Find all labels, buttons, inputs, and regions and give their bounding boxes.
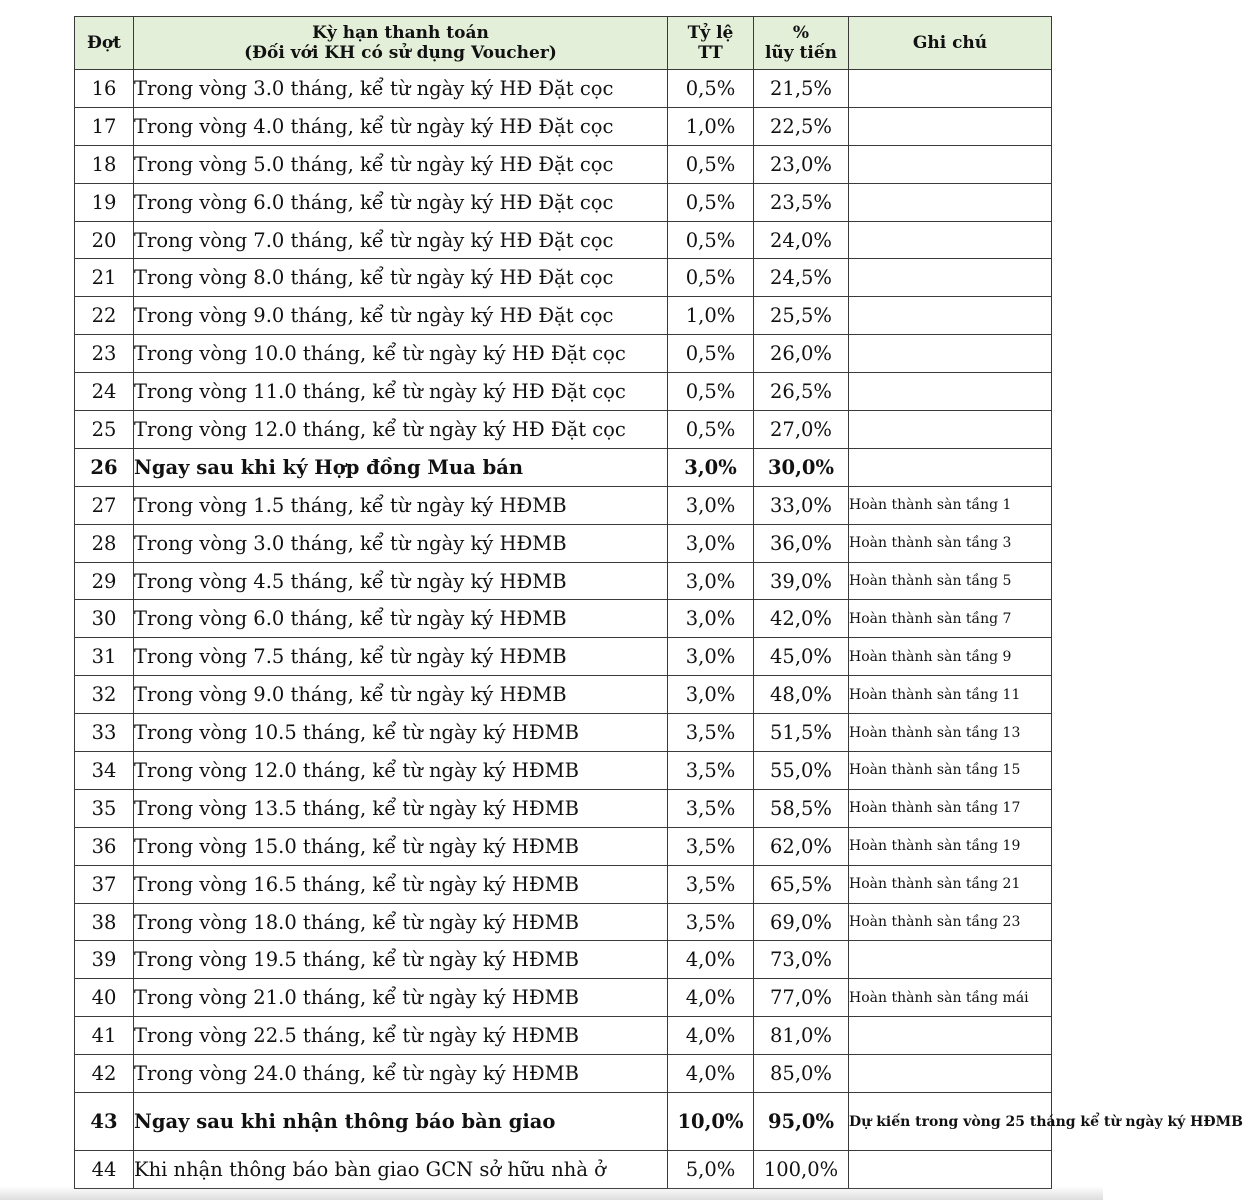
header-note: Ghi chú xyxy=(849,17,1052,70)
header-term xyxy=(134,17,668,70)
row-rate: 0,5% xyxy=(668,259,754,297)
table-row xyxy=(75,676,1052,714)
table-row xyxy=(75,145,1052,183)
row-term: Ngay sau khi ký Hợp đồng Mua bán xyxy=(134,448,668,486)
row-rate: 4,0% xyxy=(668,979,754,1017)
row-rate: 0,5% xyxy=(668,70,754,108)
row-rate: 0,5% xyxy=(668,411,754,449)
row-note xyxy=(849,107,1052,145)
row-note: Hoàn thành sàn tầng 3 xyxy=(849,524,1052,562)
row-rate: 4,0% xyxy=(668,1055,754,1093)
row-rate: 3,0% xyxy=(668,600,754,638)
row-term: Trong vòng 4.0 tháng, kể từ ngày ký HĐ Đặt cọc xyxy=(134,107,668,145)
table-row xyxy=(75,373,1052,411)
row-number: 40 xyxy=(75,979,134,1017)
row-cumulative: 55,0% xyxy=(754,752,849,790)
row-cumulative: 65,5% xyxy=(754,865,849,903)
row-number: 34 xyxy=(75,752,134,790)
row-term: Trong vòng 9.0 tháng, kể từ ngày ký HĐ Đặt cọc xyxy=(134,297,668,335)
row-term: Trong vòng 8.0 tháng, kể từ ngày ký HĐ Đặt cọc xyxy=(134,259,668,297)
row-number: 22 xyxy=(75,297,134,335)
row-note xyxy=(849,941,1052,979)
row-rate: 3,5% xyxy=(668,752,754,790)
row-rate: 10,0% xyxy=(668,1093,754,1151)
row-term: Trong vòng 3.0 tháng, kể từ ngày ký HĐ Đặt cọc xyxy=(134,70,668,108)
header-dot: Đợt xyxy=(75,17,134,70)
row-note: Dự kiến trong vòng 25 tháng kể từ ngày ký HĐMB xyxy=(849,1093,1052,1151)
header-cumulative xyxy=(754,17,849,70)
table-row xyxy=(75,70,1052,108)
row-number: 29 xyxy=(75,562,134,600)
row-rate: 0,5% xyxy=(668,373,754,411)
row-note xyxy=(849,411,1052,449)
table-row xyxy=(75,486,1052,524)
row-number: 20 xyxy=(75,221,134,259)
row-term: Trong vòng 19.5 tháng, kể từ ngày ký HĐMB xyxy=(134,941,668,979)
table-row xyxy=(75,1093,1052,1151)
row-cumulative: 73,0% xyxy=(754,941,849,979)
row-rate: 3,5% xyxy=(668,714,754,752)
row-number: 38 xyxy=(75,903,134,941)
row-number: 17 xyxy=(75,107,134,145)
table-row xyxy=(75,638,1052,676)
header-cum-line1: % xyxy=(792,23,810,43)
row-number: 21 xyxy=(75,259,134,297)
row-cumulative: 58,5% xyxy=(754,789,849,827)
table-body xyxy=(75,70,1243,1189)
row-note: Hoàn thành sàn tầng 13 xyxy=(849,714,1052,752)
row-number: 25 xyxy=(75,411,134,449)
row-cumulative: 95,0% xyxy=(754,1093,849,1151)
row-cumulative: 26,0% xyxy=(754,335,849,373)
row-term: Trong vòng 13.5 tháng, kể từ ngày ký HĐMB xyxy=(134,789,668,827)
row-cumulative: 51,5% xyxy=(754,714,849,752)
row-number: 35 xyxy=(75,789,134,827)
table-row xyxy=(75,335,1052,373)
row-rate: 3,5% xyxy=(668,789,754,827)
row-number: 31 xyxy=(75,638,134,676)
row-rate: 0,5% xyxy=(668,145,754,183)
row-cumulative: 24,5% xyxy=(754,259,849,297)
row-term: Khi nhận thông báo bàn giao GCN sở hữu nhà ở xyxy=(134,1151,668,1189)
table-row xyxy=(75,714,1052,752)
row-term: Trong vòng 10.0 tháng, kể từ ngày ký HĐ Đặt cọc xyxy=(134,335,668,373)
header-rate xyxy=(668,17,754,70)
row-rate: 4,0% xyxy=(668,1017,754,1055)
table-row xyxy=(75,183,1052,221)
row-note xyxy=(849,373,1052,411)
row-cumulative: 85,0% xyxy=(754,1055,849,1093)
table-row xyxy=(75,221,1052,259)
row-rate: 3,0% xyxy=(668,524,754,562)
table-header xyxy=(75,17,1052,70)
row-number: 33 xyxy=(75,714,134,752)
row-term: Trong vòng 18.0 tháng, kể từ ngày ký HĐMB xyxy=(134,903,668,941)
row-cumulative: 22,5% xyxy=(754,107,849,145)
row-number: 37 xyxy=(75,865,134,903)
table-row xyxy=(75,752,1052,790)
row-cumulative: 100,0% xyxy=(754,1151,849,1189)
table-row xyxy=(75,941,1052,979)
row-rate: 3,5% xyxy=(668,903,754,941)
row-rate: 3,0% xyxy=(668,676,754,714)
row-rate: 4,0% xyxy=(668,941,754,979)
row-term: Trong vòng 11.0 tháng, kể từ ngày ký HĐ Đặt cọc xyxy=(134,373,668,411)
row-term: Trong vòng 7.5 tháng, kể từ ngày ký HĐMB xyxy=(134,638,668,676)
table-row xyxy=(75,1151,1052,1189)
row-term: Trong vòng 5.0 tháng, kể từ ngày ký HĐ Đặt cọc xyxy=(134,145,668,183)
table-row xyxy=(75,259,1052,297)
row-number: 42 xyxy=(75,1055,134,1093)
row-note xyxy=(849,1151,1052,1189)
row-cumulative: 24,0% xyxy=(754,221,849,259)
row-note xyxy=(849,297,1052,335)
row-note xyxy=(849,183,1052,221)
table-row xyxy=(75,1055,1052,1093)
row-rate: 3,0% xyxy=(668,448,754,486)
row-note: Hoàn thành sàn tầng 17 xyxy=(849,789,1052,827)
table-row xyxy=(75,448,1052,486)
row-cumulative: 69,0% xyxy=(754,903,849,941)
row-term: Trong vòng 15.0 tháng, kể từ ngày ký HĐMB xyxy=(134,827,668,865)
row-cumulative: 36,0% xyxy=(754,524,849,562)
row-rate: 0,5% xyxy=(668,335,754,373)
row-cumulative: 81,0% xyxy=(754,1017,849,1055)
row-note xyxy=(849,448,1052,486)
row-term: Trong vòng 10.5 tháng, kể từ ngày ký HĐMB xyxy=(134,714,668,752)
header-cum-line2: lũy tiến xyxy=(764,43,838,63)
row-note: Hoàn thành sàn tầng mái xyxy=(849,979,1052,1017)
row-number: 27 xyxy=(75,486,134,524)
row-term: Trong vòng 24.0 tháng, kể từ ngày ký HĐMB xyxy=(134,1055,668,1093)
row-note xyxy=(849,1017,1052,1055)
row-note xyxy=(849,145,1052,183)
row-term: Trong vòng 12.0 tháng, kể từ ngày ký HĐMB xyxy=(134,752,668,790)
row-number: 19 xyxy=(75,183,134,221)
row-note: Hoàn thành sàn tầng 19 xyxy=(849,827,1052,865)
row-term: Trong vòng 7.0 tháng, kể từ ngày ký HĐ Đặt cọc xyxy=(134,221,668,259)
row-number: 16 xyxy=(75,70,134,108)
row-rate: 3,0% xyxy=(668,562,754,600)
row-note: Hoàn thành sàn tầng 7 xyxy=(849,600,1052,638)
row-rate: 3,0% xyxy=(668,638,754,676)
header-term-line1: Kỳ hạn thanh toán xyxy=(312,23,489,43)
row-note xyxy=(849,70,1052,108)
table-row xyxy=(75,297,1052,335)
row-cumulative: 25,5% xyxy=(754,297,849,335)
row-rate: 0,5% xyxy=(668,183,754,221)
row-term: Trong vòng 1.5 tháng, kể từ ngày ký HĐMB xyxy=(134,486,668,524)
table-row xyxy=(75,789,1052,827)
row-cumulative: 62,0% xyxy=(754,827,849,865)
header-row xyxy=(75,17,1052,70)
row-note xyxy=(849,1055,1052,1093)
row-number: 36 xyxy=(75,827,134,865)
row-rate: 1,0% xyxy=(668,297,754,335)
row-cumulative: 27,0% xyxy=(754,411,849,449)
row-cumulative: 26,5% xyxy=(754,373,849,411)
row-rate: 3,0% xyxy=(668,486,754,524)
row-number: 23 xyxy=(75,335,134,373)
row-note: Hoàn thành sàn tầng 21 xyxy=(849,865,1052,903)
row-rate: 0,5% xyxy=(668,221,754,259)
row-note xyxy=(849,221,1052,259)
table-row xyxy=(75,107,1052,145)
row-number: 18 xyxy=(75,145,134,183)
row-cumulative: 48,0% xyxy=(754,676,849,714)
row-note: Hoàn thành sàn tầng 23 xyxy=(849,903,1052,941)
row-term: Trong vòng 16.5 tháng, kể từ ngày ký HĐMB xyxy=(134,865,668,903)
row-number: 28 xyxy=(75,524,134,562)
table-row xyxy=(75,411,1052,449)
row-cumulative: 23,0% xyxy=(754,145,849,183)
row-note: Hoàn thành sàn tầng 9 xyxy=(849,638,1052,676)
row-term: Trong vòng 21.0 tháng, kể từ ngày ký HĐMB xyxy=(134,979,668,1017)
row-number: 43 xyxy=(75,1093,134,1151)
row-cumulative: 33,0% xyxy=(754,486,849,524)
row-term: Trong vòng 6.0 tháng, kể từ ngày ký HĐ Đặt cọc xyxy=(134,183,668,221)
payment-schedule-table xyxy=(74,16,1243,1189)
row-term: Trong vòng 6.0 tháng, kể từ ngày ký HĐMB xyxy=(134,600,668,638)
table-row xyxy=(75,827,1052,865)
row-term: Trong vòng 12.0 tháng, kể từ ngày ký HĐ Đặt cọc xyxy=(134,411,668,449)
table-row xyxy=(75,600,1052,638)
row-number: 26 xyxy=(75,448,134,486)
row-rate: 5,0% xyxy=(668,1151,754,1189)
table-row xyxy=(75,979,1052,1017)
row-cumulative: 42,0% xyxy=(754,600,849,638)
row-term: Trong vòng 3.0 tháng, kể từ ngày ký HĐMB xyxy=(134,524,668,562)
table-row xyxy=(75,865,1052,903)
row-term: Trong vòng 9.0 tháng, kể từ ngày ký HĐMB xyxy=(134,676,668,714)
table-row xyxy=(75,524,1052,562)
table-row xyxy=(75,1017,1052,1055)
row-note: Hoàn thành sàn tầng 11 xyxy=(849,676,1052,714)
row-term: Trong vòng 4.5 tháng, kể từ ngày ký HĐMB xyxy=(134,562,668,600)
row-cumulative: 45,0% xyxy=(754,638,849,676)
row-note: Hoàn thành sàn tầng 1 xyxy=(849,486,1052,524)
row-rate: 3,5% xyxy=(668,865,754,903)
header-rate-line2: TT xyxy=(698,43,723,63)
table-row xyxy=(75,562,1052,600)
row-cumulative: 21,5% xyxy=(754,70,849,108)
row-number: 32 xyxy=(75,676,134,714)
row-note: Hoàn thành sàn tầng 15 xyxy=(849,752,1052,790)
row-note xyxy=(849,259,1052,297)
row-rate: 1,0% xyxy=(668,107,754,145)
row-number: 39 xyxy=(75,941,134,979)
header-term-line2: (Đối với KH có sử dụng Voucher) xyxy=(244,43,557,63)
row-term: Trong vòng 22.5 tháng, kể từ ngày ký HĐMB xyxy=(134,1017,668,1055)
row-cumulative: 30,0% xyxy=(754,448,849,486)
header-rate-line1: Tỷ lệ xyxy=(687,23,734,43)
row-number: 30 xyxy=(75,600,134,638)
table-row xyxy=(75,903,1052,941)
row-note xyxy=(849,335,1052,373)
row-cumulative: 39,0% xyxy=(754,562,849,600)
row-number: 44 xyxy=(75,1151,134,1189)
row-cumulative: 77,0% xyxy=(754,979,849,1017)
row-number: 24 xyxy=(75,373,134,411)
row-term: Ngay sau khi nhận thông báo bàn giao xyxy=(134,1093,668,1151)
row-number: 41 xyxy=(75,1017,134,1055)
row-rate: 3,5% xyxy=(668,827,754,865)
row-note: Hoàn thành sàn tầng 5 xyxy=(849,562,1052,600)
row-cumulative: 23,5% xyxy=(754,183,849,221)
